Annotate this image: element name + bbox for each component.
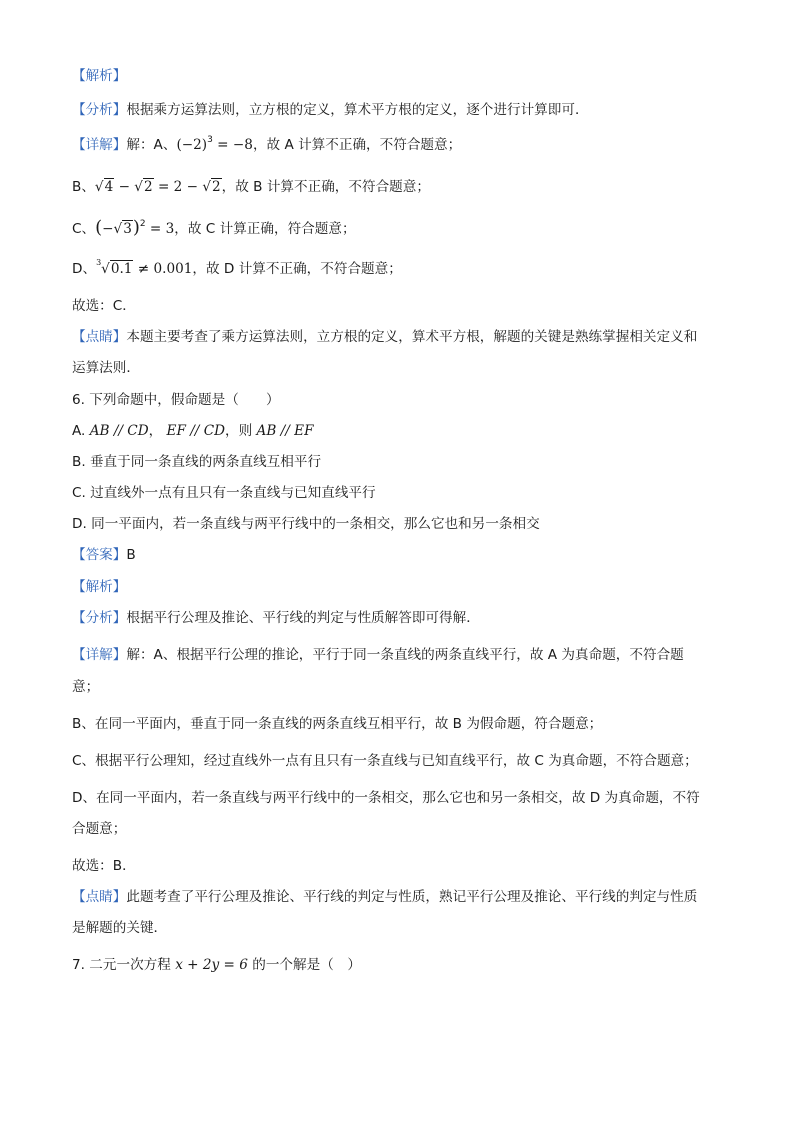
detail-b-text: B、在同一平面内，垂直于同一条直线的两条直线互相平行，故 B 为假命题，符合题意； (72, 716, 603, 732)
b-radicand-3: 2 (212, 179, 221, 195)
q6-stem-text: 6. 下列命题中，假命题是（ ） (72, 392, 280, 408)
daan-value: B (126, 547, 136, 563)
b-eq: = 2 − (153, 179, 203, 195)
detail-d-text-2: 合题意； (72, 821, 127, 837)
q6-fenxi (72, 608, 726, 628)
q5-choice (72, 296, 726, 316)
q6-choice (72, 856, 726, 876)
dianjing-tag: 【点睛】 (72, 329, 127, 345)
q5-jiexi-heading (72, 66, 726, 86)
q6-detail-d-1 (72, 788, 726, 808)
choice-text: 故选：C． (72, 298, 136, 314)
q6-jiexi-heading (72, 577, 726, 597)
q6-dianjing-2 (72, 918, 726, 938)
c-inner-minus: − (102, 221, 114, 237)
fenxi-tag: 【分析】 (72, 102, 127, 118)
xiangjie-tag: 【详解】 (72, 137, 127, 153)
fenxi-text: 根据乘方运算法则，立方根的定义，算术平方根的定义，逐个进行计算即可． (126, 102, 589, 118)
q6-xiangjie-1 (72, 645, 726, 665)
opt-a-math-3: AB // EF (256, 423, 314, 439)
q6-xiangjie-2 (72, 677, 726, 697)
opt-a-label: A. (72, 423, 90, 439)
q5-xiangjie-a (72, 135, 726, 155)
c-radicand: 3 (123, 221, 132, 237)
a-base: (−2) (176, 137, 208, 153)
b-minus: − (114, 179, 135, 195)
q5-dianjing-2 (72, 358, 726, 378)
q6-option-b (72, 452, 726, 472)
d-text: ，故 D 计算不正确，不符合题意； (192, 261, 402, 277)
q6-answer (72, 545, 726, 565)
q5-fenxi (72, 100, 726, 120)
jiexi-tag: 【解析】 (72, 579, 127, 595)
q6-stem (72, 390, 726, 410)
q6-detail-b (72, 714, 726, 734)
d-lead: D、 (72, 261, 97, 277)
q7-stem (72, 955, 726, 975)
d-radicand: 0.1 (110, 261, 133, 277)
q6-option-a (72, 421, 726, 441)
daan-tag: 【答案】 (72, 547, 127, 563)
dianjing-text-2: 是解题的关键． (72, 920, 168, 936)
a-result: = −8 (212, 137, 253, 153)
q6-dianjing-1 (72, 887, 726, 907)
xiangjie-lead: 解：A、 (126, 137, 177, 153)
choice-text: 故选：B． (72, 858, 136, 874)
opt-a-math-2: EF // CD (166, 423, 226, 439)
q7-equation: x + 2y = 6 (175, 957, 248, 973)
fenxi-text: 根据平行公理及推论、平行线的判定与性质解答即可得解． (126, 610, 480, 626)
q6-option-d (72, 514, 726, 534)
b-lead: B、 (72, 179, 95, 195)
xiangjie-tag: 【详解】 (72, 647, 127, 663)
jiexi-tag: 【解析】 (72, 68, 127, 84)
detail-d-text-1: D、在同一平面内，若一条直线与两平行线中的一条相交，那么它也和另一条相交，故 D 为真命题，不符 (72, 790, 700, 806)
q6-detail-d-2 (72, 819, 726, 839)
q7-stem-suffix: 的一个解是（ ） (247, 957, 361, 973)
fenxi-tag: 【分析】 (72, 610, 127, 626)
opt-a-math-1: AB // CD (89, 423, 149, 439)
d-relation: ≠ 0.001 (133, 261, 193, 277)
opt-a-then: ，则 (225, 423, 257, 439)
d-root-index: 3 (96, 258, 102, 267)
xiangjie-text-1: 解：A、根据平行公理的推论，平行于同一条直线的两条直线平行，故 A 为真命题，不符合题 (126, 647, 684, 663)
xiangjie-text-2: 意； (72, 679, 100, 695)
q5-option-d: D、$^3$√0.1 ≠ 0.001，故 D 计算不正确，不符合题意； (72, 258, 402, 277)
opt-b-text: B. 垂直于同一条直线的两条直线互相平行 (72, 454, 322, 470)
dianjing-text-1: 本题主要考查了乘方运算法则，立方根的定义，算术平方根，解题的关键是熟练掌握相关定义和 (126, 329, 698, 345)
c-lead: C、 (72, 221, 96, 237)
b-radicand-1: 4 (104, 179, 114, 195)
q5-dianjing-1 (72, 327, 726, 347)
q5-option-c: C、$(-√3)^2 = 3$，故 C 计算正确，符合题意； (72, 217, 356, 238)
detail-c-text: C、根据平行公理知，经过直线外一点有且只有一条直线与已知直线平行，故 C 为真命题，不符合题意； (72, 753, 698, 769)
dianjing-text-2: 运算法则． (72, 360, 140, 376)
a-exponent: 3 (207, 135, 213, 145)
c-text: ，故 C 计算正确，符合题意； (174, 221, 356, 237)
b-text: ，故 B 计算不正确，不符合题意； (221, 179, 430, 195)
a-text: ，故 A 计算不正确，不符合题意； (252, 137, 462, 153)
b-radicand-2: 2 (143, 179, 153, 195)
q7-stem-prefix: 7. 二元一次方程 (72, 957, 176, 973)
opt-c-text: C. 过直线外一点有且只有一条直线与已知直线平行 (72, 485, 376, 501)
opt-d-text: D. 同一平面内，若一条直线与两平行线中的一条相交，那么它也和另一条相交 (72, 516, 540, 532)
q5-option-b: B、√4 − √2 = 2 − √2，故 B 计算不正确，不符合题意； (72, 179, 430, 195)
c-exponent: 2 (139, 219, 146, 229)
c-result: = 3 (145, 221, 175, 237)
dianjing-tag: 【点睛】 (72, 889, 127, 905)
q6-detail-c (72, 751, 726, 771)
opt-a-sep: ， (148, 423, 167, 439)
q6-option-c (72, 483, 726, 503)
dianjing-text-1: 此题考查了平行公理及推论、平行线的判定与性质，熟记平行公理及推论、平行线的判定与性质 (126, 889, 698, 905)
